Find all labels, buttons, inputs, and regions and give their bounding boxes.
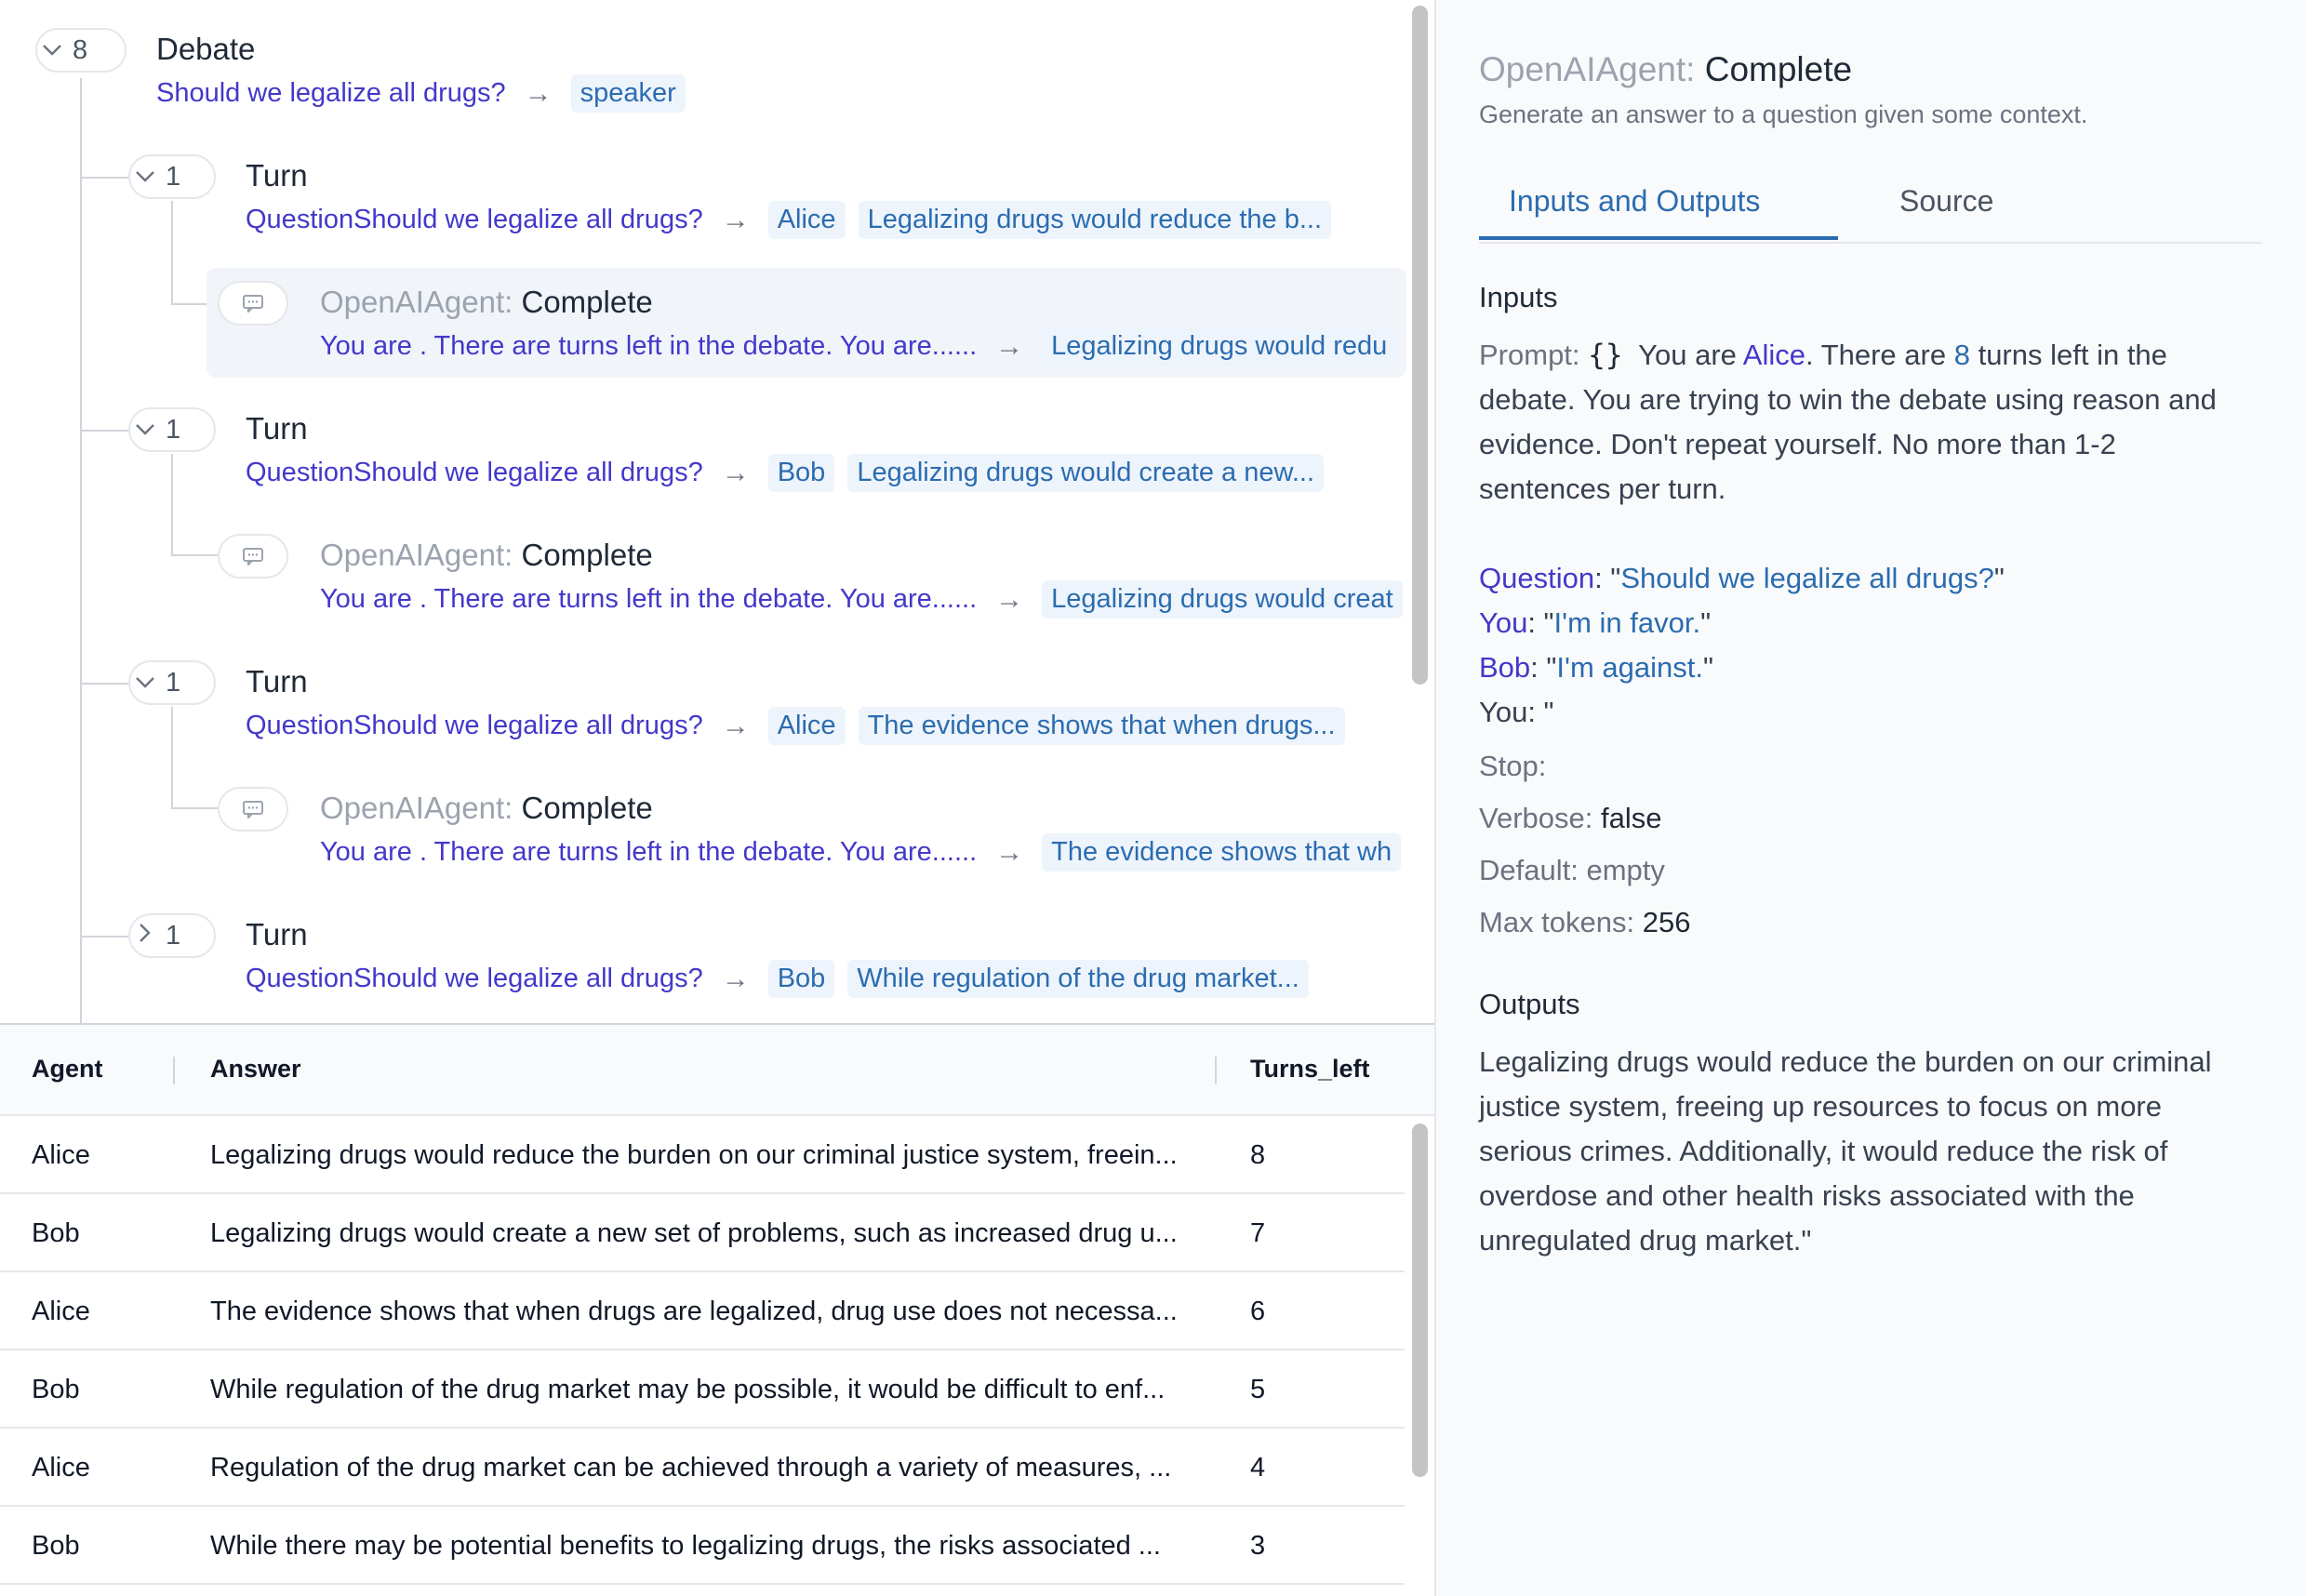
- complete-input: You are . There are turns left in the debate. You are......: [320, 837, 978, 867]
- cell-answer: While there may be potential benefits to legalizing drugs, the risks associated ...: [210, 1531, 1161, 1561]
- table-scrollbar[interactable]: [1412, 1124, 1428, 1477]
- tree-connector: [171, 554, 218, 556]
- turn-4-title[interactable]: Turn: [246, 917, 308, 951]
- turn-input: QuestionShould we legalize all drugs?: [246, 964, 703, 993]
- turn-call-count: 1: [166, 920, 181, 951]
- cell-agent: Bob: [32, 1531, 80, 1561]
- prompt-you-line: You: "I'm in favor.": [1479, 606, 1712, 639]
- cell-answer: Legalizing drugs would reduce the burden on our criminal justice system, freein...: [210, 1140, 1178, 1170]
- prompt-line-1: Prompt: {} You are Alice. There are 8 turns left in the: [1479, 339, 2167, 372]
- table-row[interactable]: [0, 1116, 1405, 1194]
- prompt-spacer: [1479, 512, 2279, 556]
- tree-connector: [171, 807, 218, 809]
- prompt-line-4: sentences per turn.: [1479, 472, 1726, 505]
- prompt-value: [1479, 333, 2279, 735]
- debate-call-count: 8: [73, 34, 88, 65]
- turn-3-collapse-toggle[interactable]: [128, 660, 216, 705]
- tree-connector: [80, 936, 128, 938]
- prompt-question-line: Question: "Should we legalize all drugs?": [1479, 562, 2005, 594]
- turn-agent-tag: Alice: [768, 707, 846, 745]
- tab-inputs-and-outputs[interactable]: Inputs and Outputs: [1509, 184, 1761, 218]
- cell-turns-left: 7: [1250, 1218, 1266, 1248]
- trace-tree: [0, 0, 1434, 1023]
- active-tab-indicator: [1479, 236, 1838, 240]
- complete-node-2-io[interactable]: [320, 580, 1416, 618]
- detail-title: OpenAIAgent: Complete: [1479, 50, 1853, 88]
- table-row[interactable]: [0, 1429, 1405, 1507]
- default-field: Default: empty: [1479, 854, 1665, 886]
- debate-input: Should we legalize all drugs?: [156, 78, 506, 108]
- turn-3-io[interactable]: [246, 707, 1358, 745]
- turn-3-title[interactable]: Turn: [246, 664, 308, 698]
- prompt-line-3: evidence. Don't repeat yourself. No more than 1-2: [1479, 428, 2116, 460]
- turn-call-count: 1: [166, 414, 181, 445]
- column-header-answer[interactable]: Answer: [210, 1055, 301, 1083]
- turn-call-count: 1: [166, 161, 181, 192]
- complete-node-1-title[interactable]: OpenAIAgent: Complete: [320, 285, 653, 319]
- arrow-right-icon: →: [721, 963, 750, 994]
- column-header-turns-left[interactable]: Turns_left: [1250, 1055, 1370, 1083]
- debate-node-io[interactable]: [156, 74, 699, 113]
- turn-agent-tag: Bob: [768, 960, 835, 998]
- cell-turns-left: 5: [1250, 1375, 1266, 1404]
- arrow-right-icon: →: [524, 77, 553, 109]
- turn-1-title[interactable]: Turn: [246, 158, 308, 193]
- cell-turns-left: 4: [1250, 1453, 1266, 1483]
- prompt-line-2: debate. You are trying to win the debate using reason and: [1479, 383, 2217, 416]
- turn-2-title[interactable]: Turn: [246, 411, 308, 446]
- turn-1-collapse-toggle[interactable]: [128, 154, 216, 199]
- complete-output-tag: The evidence shows that wh: [1042, 833, 1401, 871]
- cell-answer: The evidence shows that when drugs are legalized, drug use does not necessa...: [210, 1297, 1178, 1326]
- detail-tabs: [1479, 179, 2262, 244]
- turn-agent-tag: Alice: [768, 201, 846, 239]
- cell-agent: Bob: [32, 1375, 80, 1404]
- turn-call-count: 1: [166, 667, 181, 698]
- complete-output-tag: Legalizing drugs would creat: [1042, 580, 1403, 618]
- cell-agent: Alice: [32, 1453, 90, 1483]
- chevron-down-icon: [130, 671, 160, 695]
- complete-input: You are . There are turns left in the debate. You are......: [320, 584, 978, 614]
- outputs-value: Legalizing drugs would reduce the burden on our criminal justice system, freeing up resources to focus on more serious crimes. Additionally, it would reduce the risk of overdose and other health risks associated with the unregulated drug market.": [1479, 1045, 2212, 1257]
- turn-agent-tag: Bob: [768, 454, 835, 492]
- tree-connector: [80, 683, 128, 685]
- complete-node-1-io[interactable]: [320, 327, 1409, 366]
- arrow-right-icon: →: [995, 583, 1024, 615]
- turn-input: QuestionShould we legalize all drugs?: [246, 458, 703, 487]
- chevron-down-icon: [130, 418, 160, 442]
- cell-turns-left: 3: [1250, 1531, 1266, 1561]
- detail-panel: [1436, 0, 2305, 1596]
- detail-subtitle: Generate an answer to a question given some context.: [1479, 100, 2088, 128]
- cell-agent: Bob: [32, 1218, 80, 1248]
- turn-4-expand-toggle[interactable]: [128, 913, 216, 958]
- verbose-field: Verbose: false: [1479, 802, 1662, 834]
- turn-input: QuestionShould we legalize all drugs?: [246, 711, 703, 740]
- results-table: [0, 1023, 1434, 1596]
- column-resize-handle[interactable]: [173, 1057, 175, 1084]
- complete-node-2-title[interactable]: OpenAIAgent: Complete: [320, 538, 653, 572]
- cell-answer: Legalizing drugs would create a new set of problems, such as increased drug u...: [210, 1218, 1178, 1248]
- table-row[interactable]: [0, 1507, 1405, 1585]
- chevron-down-icon: [130, 165, 160, 189]
- debate-output-tag: speaker: [571, 74, 686, 113]
- turn-answer-tag: The evidence shows that when drugs...: [859, 707, 1345, 745]
- tab-source[interactable]: Source: [1899, 184, 1994, 218]
- prompt-you-last-line: You: ": [1479, 696, 1554, 728]
- cell-agent: Alice: [32, 1140, 90, 1170]
- cell-turns-left: 6: [1250, 1297, 1266, 1326]
- cell-agent: Alice: [32, 1297, 90, 1326]
- turn-2-io[interactable]: [246, 454, 1337, 492]
- cell-answer: Regulation of the drug market can be achieved through a variety of measures, ...: [210, 1453, 1172, 1483]
- turn-answer-tag: Legalizing drugs would create a new...: [847, 454, 1324, 492]
- turn-answer-tag: Legalizing drugs would reduce the b...: [859, 201, 1331, 239]
- turn-input: QuestionShould we legalize all drugs?: [246, 205, 703, 234]
- column-header-agent[interactable]: Agent: [32, 1055, 103, 1083]
- arrow-right-icon: →: [721, 710, 750, 741]
- tree-connector: [80, 177, 128, 179]
- chevron-right-icon: [130, 923, 160, 949]
- trace-scrollbar[interactable]: [1412, 6, 1428, 685]
- tree-connector: [80, 430, 128, 432]
- complete-node-3-title[interactable]: OpenAIAgent: Complete: [320, 791, 653, 825]
- chat-icon[interactable]: [218, 534, 288, 579]
- debate-collapse-toggle[interactable]: [35, 28, 127, 73]
- column-resize-handle[interactable]: [1215, 1057, 1217, 1084]
- chat-icon[interactable]: [218, 787, 288, 831]
- tree-connector: [80, 78, 82, 1023]
- complete-input: You are . There are turns left in the debate. You are......: [320, 331, 978, 361]
- chevron-down-icon: [37, 38, 67, 62]
- debate-node-title[interactable]: Debate: [156, 32, 256, 66]
- tree-connector: [171, 454, 173, 556]
- prompt-bob-line: Bob: "I'm against.": [1479, 651, 1713, 684]
- tree-connector: [171, 707, 173, 809]
- arrow-right-icon: →: [721, 457, 750, 488]
- table-header: [0, 1025, 1434, 1116]
- turn-1-io[interactable]: [246, 201, 1344, 239]
- arrow-right-icon: →: [721, 204, 750, 235]
- cell-turns-left: 8: [1250, 1140, 1266, 1170]
- complete-node-3-io[interactable]: [320, 833, 1414, 871]
- table-row[interactable]: [0, 1272, 1405, 1350]
- tree-connector: [171, 201, 173, 305]
- turn-answer-tag: While regulation of the drug market...: [847, 960, 1309, 998]
- outputs-heading: Outputs: [1479, 988, 1580, 1020]
- cell-answer: While regulation of the drug market may be possible, it would be difficult to enf...: [210, 1375, 1166, 1404]
- arrow-right-icon: →: [995, 836, 1024, 868]
- stop-field: Stop:: [1479, 750, 1547, 782]
- table-row[interactable]: [0, 1194, 1405, 1272]
- max-tokens-field: Max tokens: 256: [1479, 906, 1691, 938]
- arrow-right-icon: →: [995, 330, 1024, 362]
- turn-2-collapse-toggle[interactable]: [128, 407, 216, 452]
- table-row[interactable]: [0, 1350, 1405, 1429]
- chat-icon[interactable]: [218, 281, 288, 326]
- inputs-heading: Inputs: [1479, 281, 1558, 313]
- complete-output-tag: Legalizing drugs would redu: [1042, 327, 1396, 366]
- turn-4-io[interactable]: [246, 960, 1322, 998]
